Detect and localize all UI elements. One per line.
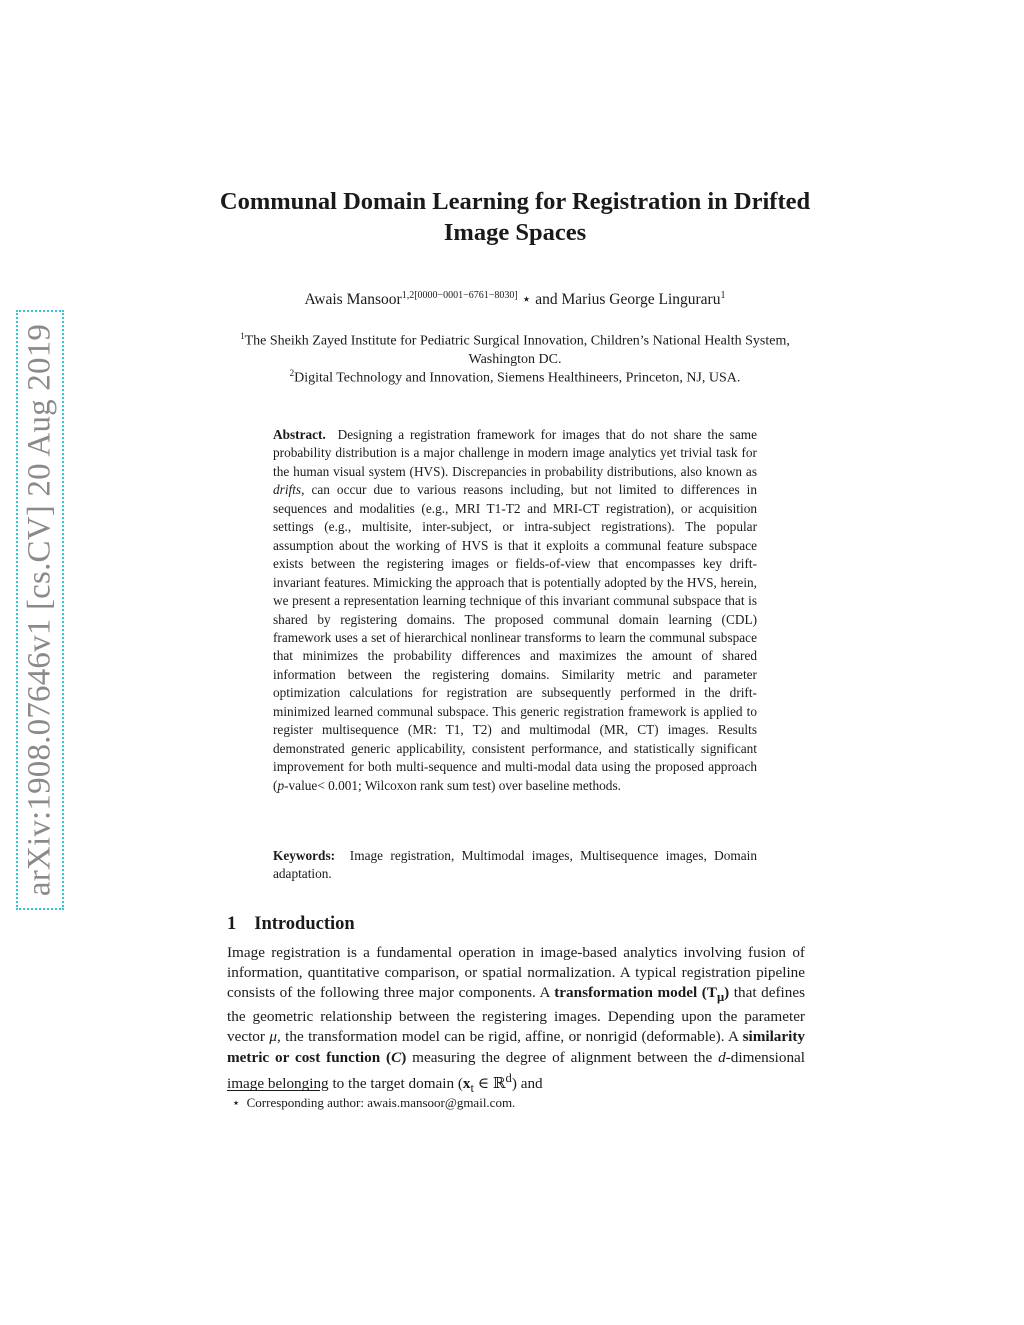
keywords-label: Keywords: [273, 848, 336, 863]
intro-bold-text: transformation model (T [554, 984, 717, 1002]
arxiv-identifier[interactable]: arXiv:1908.07646v1 [cs.CV] 20 Aug 2019 [21, 323, 58, 897]
x-subscript: t [470, 1080, 475, 1095]
affiliation-number: 1 [240, 331, 245, 341]
abstract-text: -value< 0.001; Wilcoxon rank sum test) over baseline methods. [284, 777, 621, 793]
author-name: Awais Mansoor [304, 291, 402, 309]
intro-text: , the transformation model can be rigid, affine, or nonrigid (deformable). A [276, 1028, 739, 1046]
affiliation-2 [230, 364, 800, 388]
keywords-text: Image registration, Multimodal images, Multisequence images, Domain adaptation. [273, 848, 758, 882]
affiliation-text: Digital Technology and Innovation, Siemens Healthineers, Princeton, NJ, USA. [294, 370, 741, 386]
intro-text: measuring the degree of alignment between the [412, 1048, 713, 1066]
intro-bold-term [554, 984, 730, 1005]
intro-bold-text: ) [724, 984, 730, 1002]
footnote-text: Corresponding author: awais.mansoor@gmail.com. [246, 1095, 516, 1110]
x-symbol: x [462, 1074, 471, 1092]
p-symbol: p [277, 777, 285, 793]
author-line [190, 290, 840, 309]
footnote [232, 1095, 515, 1111]
keywords [273, 847, 757, 884]
cost-symbol: C [391, 1048, 402, 1066]
intro-text: -dimensional image belonging to the target domain ( [227, 1048, 805, 1092]
intro-paragraph [227, 943, 805, 1098]
section-title: Introduction [254, 914, 355, 934]
author-affiliation-marks: 1 [720, 290, 726, 301]
intro-text: Image registration is a fundamental operation in image-based analytics involving fusion of information, quantitative comparison, or spatial normalization. A typical registration pipeline consists of the following three major components. A [227, 944, 805, 1002]
abstract [273, 426, 757, 795]
section-number: 1 [227, 914, 237, 934]
abstract-label: Abstract. [273, 427, 326, 442]
section-heading [227, 914, 355, 935]
element-of-symbol: ∈ [477, 1074, 490, 1092]
affiliation-text: The Sheikh Zayed Institute for Pediatric Surgical Innovation, Children’s National Health System, Washington DC. [244, 333, 790, 368]
affiliation-number: 2 [289, 368, 295, 378]
mu-subscript: μ [716, 990, 725, 1005]
intro-text: that defines the geometric relationship between the registering images. Depending upon the parameter vector [227, 984, 805, 1046]
reals-superscript: d [505, 1070, 512, 1085]
intro-text: ) and [511, 1074, 543, 1092]
intro-bold-text: similarity metric or cost function ( [227, 1028, 806, 1066]
corresponding-mark: ⋆ [521, 291, 532, 309]
arxiv-sidebar [16, 310, 64, 910]
reals-symbol: ℝ [492, 1074, 506, 1092]
footnote-rule [227, 1090, 320, 1091]
paper-title: Communal Domain Learning for Registration in Drifted Image Spaces [219, 188, 811, 246]
abstract-emphasis: drifts [273, 482, 302, 498]
abstract-text: Designing a registration framework for images that do not share the same probability distribution is a major challenge in modern image analytics yet trivial task for the human visual system (HVS). Discrepancies in probability distributions, also known as [273, 427, 758, 479]
abstract-text: , can occur due to various reasons including, but not limited to differences in sequences and modalities (e.g., MRI T1-T2 and MRI-CT registration), or acquisition settings (e.g., multisite, inter-subject, or intra-subject registrations). The popular assumption about the working of HVS is that it exploits a communal feature subspace exists between the registering images or fields-of-view that encompasses key drift-invariant features. Mimicking the approach that is potentially adopted by the HVS, herein, we present a representation learning technique of this invariant communal subspace that is shared by registering domains. The proposed communal domain learning (CDL) framework uses a set of hierarchical nonlinear transforms to learn the communal subspace that minimizes the probability differences and maximizes the amount of shared information between the registering domains. Similarity metric and parameter optimization calculations for registration are subsequently performed in the drift-minimized learned communal subspace. This generic registration framework is applied to register multisequence (MR: T1, T2) and multimodal (MR, CT) images. Results demonstrated generic applicability, consistent performance, and statistically significant improvement for both multi-sequence and multi-modal data using the proposed approach ( [273, 482, 757, 793]
intro-bold-text: ) [401, 1048, 407, 1066]
author-affiliation-marks: 1,2[0000−0001−6761−8030] [401, 290, 518, 301]
author-name: Marius George Linguraru [561, 291, 721, 309]
d-symbol: d [718, 1048, 726, 1066]
author-connector: and [535, 291, 558, 309]
footnote-mark: ⋆ [232, 1095, 241, 1110]
mu-symbol: μ [269, 1028, 277, 1046]
